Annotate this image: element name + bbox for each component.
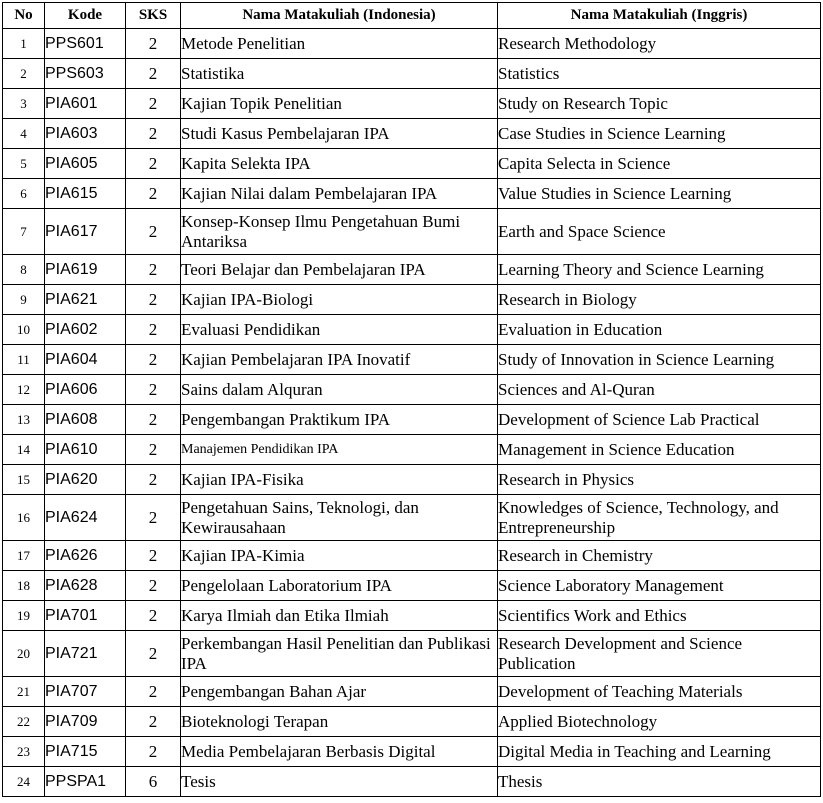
table-header (3, 3, 821, 29)
course-credits: 2 (126, 707, 181, 737)
course-code: PIA602 (45, 315, 126, 345)
course-credits: 2 (126, 495, 181, 541)
course-name-indonesian: Kajian Topik Penelitian (181, 89, 498, 119)
course-credits: 2 (126, 541, 181, 571)
course-code: PIA608 (45, 405, 126, 435)
course-code: PPS603 (45, 59, 126, 89)
row-number: 11 (3, 345, 45, 375)
course-name-english: Capita Selecta in Science (498, 149, 821, 179)
course-name-indonesian: Kajian Nilai dalam Pembelajaran IPA (181, 179, 498, 209)
table-row (3, 149, 821, 179)
course-code: PIA701 (45, 601, 126, 631)
row-number: 8 (3, 255, 45, 285)
course-name-english: Research in Physics (498, 465, 821, 495)
row-number: 23 (3, 737, 45, 767)
course-name-english: Research in Chemistry (498, 541, 821, 571)
course-credits: 2 (126, 405, 181, 435)
course-name-english: Learning Theory and Science Learning (498, 255, 821, 285)
course-name-english: Digital Media in Teaching and Learning (498, 737, 821, 767)
course-credits: 2 (126, 255, 181, 285)
course-credits: 2 (126, 119, 181, 149)
course-credits: 2 (126, 601, 181, 631)
table-row (3, 465, 821, 495)
course-code: PPSPA1 (45, 767, 126, 797)
row-number: 15 (3, 465, 45, 495)
course-name-indonesian: Kapita Selekta IPA (181, 149, 498, 179)
course-name-english: Development of Teaching Materials (498, 677, 821, 707)
table-row (3, 495, 821, 541)
course-table-container (2, 2, 821, 797)
course-name-indonesian: Manajemen Pendidikan IPA (181, 435, 498, 465)
header-nama-inggris: Nama Matakuliah (Inggris) (498, 3, 821, 29)
course-name-indonesian: Pengembangan Praktikum IPA (181, 405, 498, 435)
row-number: 14 (3, 435, 45, 465)
table-row (3, 541, 821, 571)
table-row (3, 209, 821, 255)
course-credits: 2 (126, 179, 181, 209)
course-credits: 2 (126, 435, 181, 465)
course-name-english: Research Methodology (498, 29, 821, 59)
row-number: 5 (3, 149, 45, 179)
header-sks: SKS (126, 3, 181, 29)
course-name-indonesian: Sains dalam Alquran (181, 375, 498, 405)
table-row (3, 405, 821, 435)
table-row (3, 767, 821, 797)
row-number: 10 (3, 315, 45, 345)
row-number: 4 (3, 119, 45, 149)
table-row (3, 375, 821, 405)
table-row (3, 345, 821, 375)
course-code: PIA610 (45, 435, 126, 465)
course-code: PIA605 (45, 149, 126, 179)
table-row (3, 707, 821, 737)
course-credits: 2 (126, 59, 181, 89)
course-name-english: Management in Science Education (498, 435, 821, 465)
header-row (3, 3, 821, 29)
course-name-indonesian: Kajian IPA-Biologi (181, 285, 498, 315)
table-row (3, 435, 821, 465)
header-nama-indonesia: Nama Matakuliah (Indonesia) (181, 3, 498, 29)
table-row (3, 29, 821, 59)
course-name-english: Research in Biology (498, 285, 821, 315)
table-body (3, 29, 821, 797)
course-credits: 2 (126, 571, 181, 601)
course-credits: 2 (126, 315, 181, 345)
table-row (3, 677, 821, 707)
course-name-english: Development of Science Lab Practical (498, 405, 821, 435)
course-credits: 2 (126, 465, 181, 495)
course-name-indonesian: Statistika (181, 59, 498, 89)
course-code: PIA621 (45, 285, 126, 315)
table-row (3, 119, 821, 149)
row-number: 21 (3, 677, 45, 707)
row-number: 6 (3, 179, 45, 209)
course-name-indonesian: Kajian IPA-Fisika (181, 465, 498, 495)
course-name-indonesian: Karya Ilmiah dan Etika Ilmiah (181, 601, 498, 631)
course-code: PIA603 (45, 119, 126, 149)
course-name-english: Case Studies in Science Learning (498, 119, 821, 149)
course-code: PPS601 (45, 29, 126, 59)
table-row (3, 179, 821, 209)
course-name-english: Knowledges of Science, Technology, and Entrepreneurship (498, 495, 821, 541)
course-code: PIA604 (45, 345, 126, 375)
table-row (3, 601, 821, 631)
course-name-english: Earth and Space Science (498, 209, 821, 255)
course-name-indonesian: Studi Kasus Pembelajaran IPA (181, 119, 498, 149)
course-name-indonesian: Media Pembelajaran Berbasis Digital (181, 737, 498, 767)
course-name-english: Thesis (498, 767, 821, 797)
course-code: PIA624 (45, 495, 126, 541)
course-name-english: Study on Research Topic (498, 89, 821, 119)
course-name-english: Scientifics Work and Ethics (498, 601, 821, 631)
course-credits: 2 (126, 285, 181, 315)
table-row (3, 255, 821, 285)
course-name-english: Applied Biotechnology (498, 707, 821, 737)
row-number: 12 (3, 375, 45, 405)
header-kode: Kode (45, 3, 126, 29)
course-credits: 2 (126, 149, 181, 179)
course-code: PIA715 (45, 737, 126, 767)
row-number: 20 (3, 631, 45, 677)
row-number: 13 (3, 405, 45, 435)
course-code: PIA620 (45, 465, 126, 495)
course-code: PIA615 (45, 179, 126, 209)
course-name-english: Science Laboratory Management (498, 571, 821, 601)
table-row (3, 571, 821, 601)
course-credits: 2 (126, 677, 181, 707)
row-number: 7 (3, 209, 45, 255)
row-number: 22 (3, 707, 45, 737)
course-name-indonesian: Pengetahuan Sains, Teknologi, dan Kewirausahaan (181, 495, 498, 541)
course-name-indonesian: Evaluasi Pendidikan (181, 315, 498, 345)
course-credits: 2 (126, 631, 181, 677)
course-name-indonesian: Metode Penelitian (181, 29, 498, 59)
course-name-indonesian: Konsep-Konsep Ilmu Pengetahuan Bumi Antariksa (181, 209, 498, 255)
row-number: 24 (3, 767, 45, 797)
course-code: PIA721 (45, 631, 126, 677)
course-code: PIA619 (45, 255, 126, 285)
course-credits: 2 (126, 375, 181, 405)
row-number: 16 (3, 495, 45, 541)
row-number: 9 (3, 285, 45, 315)
row-number: 3 (3, 89, 45, 119)
course-name-indonesian: Tesis (181, 767, 498, 797)
row-number: 18 (3, 571, 45, 601)
course-name-indonesian: Pengelolaan Laboratorium IPA (181, 571, 498, 601)
course-name-english: Research Development and Science Publication (498, 631, 821, 677)
row-number: 17 (3, 541, 45, 571)
course-code: PIA606 (45, 375, 126, 405)
course-code: PIA601 (45, 89, 126, 119)
table-row (3, 89, 821, 119)
course-name-indonesian: Bioteknologi Terapan (181, 707, 498, 737)
table-row (3, 315, 821, 345)
course-name-indonesian: Kajian Pembelajaran IPA Inovatif (181, 345, 498, 375)
course-code: PIA617 (45, 209, 126, 255)
course-name-indonesian: Teori Belajar dan Pembelajaran IPA (181, 255, 498, 285)
course-credits: 2 (126, 29, 181, 59)
table-row (3, 631, 821, 677)
course-name-english: Statistics (498, 59, 821, 89)
course-name-english: Study of Innovation in Science Learning (498, 345, 821, 375)
course-name-english: Sciences and Al-Quran (498, 375, 821, 405)
course-name-english: Evaluation in Education (498, 315, 821, 345)
row-number: 19 (3, 601, 45, 631)
course-name-indonesian: Kajian IPA-Kimia (181, 541, 498, 571)
table-row (3, 737, 821, 767)
course-name-indonesian: Pengembangan Bahan Ajar (181, 677, 498, 707)
row-number: 1 (3, 29, 45, 59)
course-name-english: Value Studies in Science Learning (498, 179, 821, 209)
course-code: PIA628 (45, 571, 126, 601)
course-credits: 6 (126, 767, 181, 797)
course-code: PIA709 (45, 707, 126, 737)
table-row (3, 285, 821, 315)
course-code: PIA707 (45, 677, 126, 707)
course-credits: 2 (126, 737, 181, 767)
header-no: No (3, 3, 45, 29)
course-credits: 2 (126, 89, 181, 119)
course-credits: 2 (126, 209, 181, 255)
course-code: PIA626 (45, 541, 126, 571)
row-number: 2 (3, 59, 45, 89)
course-credits: 2 (126, 345, 181, 375)
course-table (2, 2, 821, 797)
course-name-indonesian: Perkembangan Hasil Penelitian dan Publikasi IPA (181, 631, 498, 677)
table-row (3, 59, 821, 89)
